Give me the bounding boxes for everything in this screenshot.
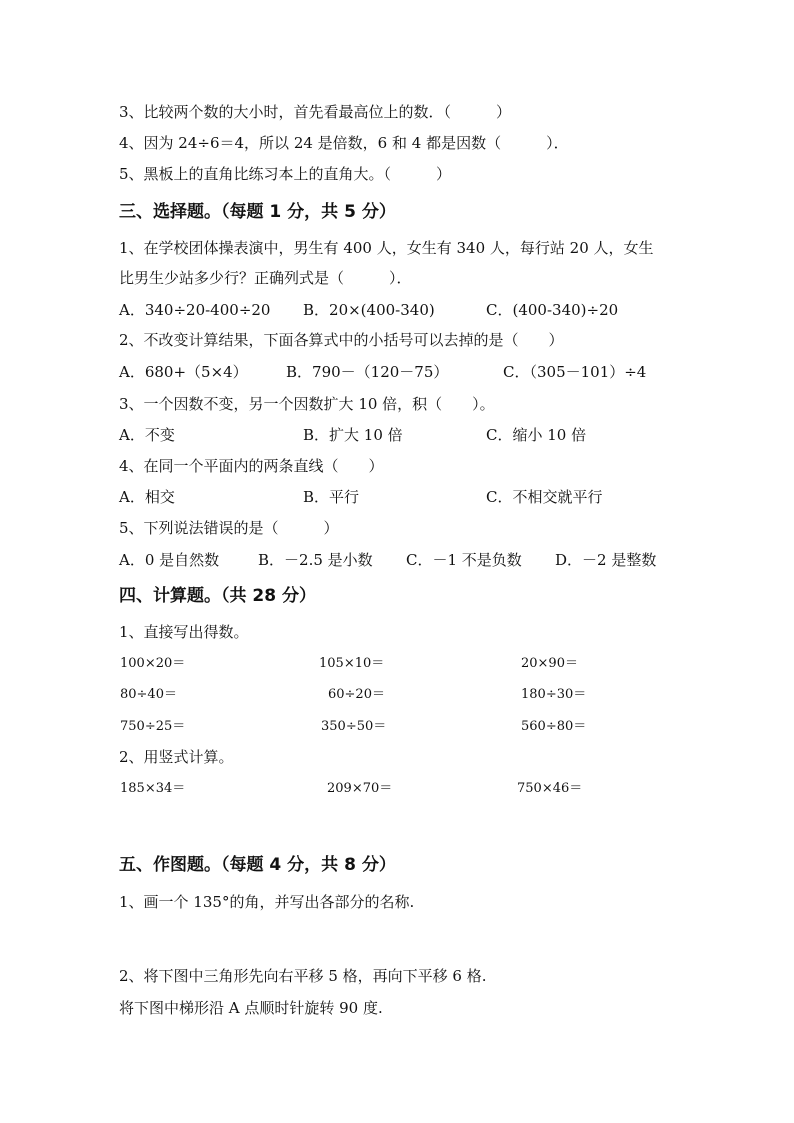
option-c: C．（305－101）÷4	[503, 363, 647, 381]
calc-item: 560÷80＝	[521, 719, 587, 734]
option-d: D．－2 是整数	[555, 551, 657, 569]
section-heading-choice: 三、选择题。（每题 1 分，共 5 分）	[119, 202, 396, 222]
calc-item: 105×10＝	[319, 656, 385, 671]
option-c: C．不相交就平行	[486, 488, 603, 506]
drawing-question-1: 1、画一个 135°的角，并写出各部分的名称.	[119, 893, 415, 911]
choice-question-5: 5、下列说法错误的是（ ）	[119, 519, 339, 537]
calc-item: 100×20＝	[120, 656, 186, 671]
choice-question-2: 2、不改变计算结果，下面各算式中的小括号可以去掉的是（ ）	[119, 331, 564, 349]
choice-question-1-line2: 比男生少站多少行？正确列式是（ ）．	[119, 269, 412, 287]
option-a: A．不变	[119, 426, 175, 444]
option-a: A．0 是自然数	[119, 551, 220, 569]
calc-item: 350÷50＝	[321, 719, 387, 734]
option-b: B．平行	[303, 488, 360, 506]
drawing-question-2: 2、将下图中三角形先向右平移 5 格，再向下平移 6 格.	[119, 967, 487, 985]
section-heading-calculation: 四、计算题。（共 28 分）	[119, 586, 316, 606]
option-a: A．340÷20-400÷20	[119, 301, 271, 319]
option-b: B．－2.5 是小数	[258, 551, 373, 569]
tf-question-5: 5、黑板上的直角比练习本上的直角大。（ ）	[119, 165, 452, 183]
choice-question-1-line1: 1、在学校团体操表演中，男生有 400 人，女生有 340 人，每行站 20 人，女生	[119, 239, 654, 257]
option-b: B．790－（120－75）	[286, 363, 449, 381]
choice-question-3: 3、一个因数不变，另一个因数扩大 10 倍，积（ ）。	[119, 395, 495, 413]
calc-item: 185×34＝	[120, 781, 186, 796]
drawing-question-2-note: 将下图中梯形沿 A 点顺时针旋转 90 度.	[119, 999, 383, 1017]
option-b: B．扩大 10 倍	[303, 426, 403, 444]
calc-item: 80÷40＝	[120, 687, 177, 702]
option-a: A．相交	[119, 488, 175, 506]
calc-item: 209×70＝	[327, 781, 393, 796]
calc-question-2: 2、用竖式计算。	[119, 748, 234, 766]
tf-question-3: 3、比较两个数的大小时，首先看最高位上的数．（ ）	[119, 103, 512, 121]
option-a: A．680+（5×4）	[119, 363, 248, 381]
option-c: C．(400-340)÷20	[486, 301, 619, 319]
section-heading-drawing: 五、作图题。（每题 4 分，共 8 分）	[119, 855, 396, 875]
calc-item: 750÷25＝	[120, 719, 186, 734]
calc-item: 180÷30＝	[521, 687, 587, 702]
calc-item: 60÷20＝	[328, 687, 385, 702]
option-c: C．－1 不是负数	[406, 551, 522, 569]
option-c: C．缩小 10 倍	[486, 426, 587, 444]
calc-item: 20×90＝	[521, 656, 578, 671]
tf-question-4: 4、因为 24÷6＝4，所以 24 是倍数，6 和 4 都是因数（ ）．	[119, 134, 569, 152]
option-b: B．20×(400-340)	[303, 301, 435, 319]
choice-question-4: 4、在同一个平面内的两条直线（ ）	[119, 457, 384, 475]
calc-question-1: 1、直接写出得数。	[119, 623, 249, 641]
calc-item: 750×46＝	[517, 781, 583, 796]
